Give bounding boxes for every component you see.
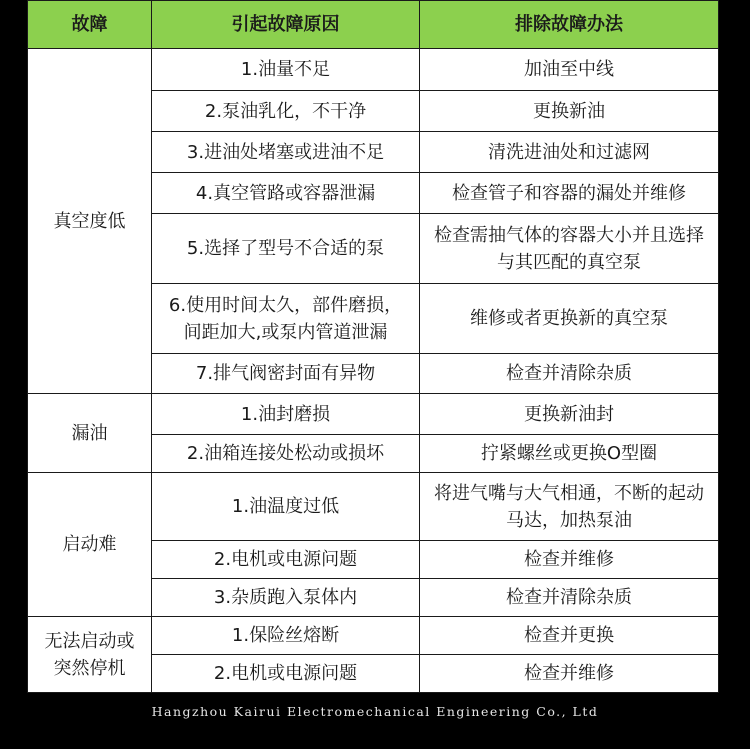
cause-cell: 5.选择了型号不合适的泵 — [152, 214, 420, 284]
table-row — [28, 49, 719, 91]
header-row — [28, 1, 719, 49]
fix-cell: 拧紧螺丝或更换O型圈 — [420, 435, 719, 473]
cause-cell: 1.油量不足 — [152, 49, 420, 91]
cause-cell: 4.真空管路或容器泄漏 — [152, 173, 420, 214]
header-fix: 排除故障办法 — [420, 1, 719, 49]
cause-cell: 2.泵油乳化，不干净 — [152, 91, 420, 132]
cause-cell: 1.保险丝熔断 — [152, 617, 420, 655]
cause-cell: 7.排气阀密封面有异物 — [152, 354, 420, 394]
table-row — [28, 473, 719, 541]
cause-cell: 2.电机或电源问题 — [152, 655, 420, 693]
fix-cell: 检查并维修 — [420, 541, 719, 579]
cause-cell: 3.进油处堵塞或进油不足 — [152, 132, 420, 173]
fix-cell: 将进气嘴与大气相通，不断的起动马达，加热泵油 — [420, 473, 719, 541]
fix-cell: 更换新油封 — [420, 394, 719, 435]
fix-cell: 检查并更换 — [420, 617, 719, 655]
fault-cell: 真空度低 — [28, 49, 152, 394]
header-fault: 故障 — [28, 1, 152, 49]
cause-cell: 1.油封磨损 — [152, 394, 420, 435]
cause-cell: 2.电机或电源问题 — [152, 541, 420, 579]
cause-cell: 3.杂质跑入泵体内 — [152, 579, 420, 617]
fix-cell: 检查需抽气体的容器大小并且选择与其匹配的真空泵 — [420, 214, 719, 284]
cause-cell: 2.油箱连接处松动或损坏 — [152, 435, 420, 473]
fault-cell: 无法启动或突然停机 — [28, 617, 152, 693]
table-row — [28, 617, 719, 655]
fix-cell: 加油至中线 — [420, 49, 719, 91]
fix-cell: 检查并清除杂质 — [420, 354, 719, 394]
header-cause: 引起故障原因 — [152, 1, 420, 49]
fix-cell: 检查管子和容器的漏处并维修 — [420, 173, 719, 214]
fault-cell: 启动难 — [28, 473, 152, 617]
table-row — [28, 394, 719, 435]
fix-cell: 检查并维修 — [420, 655, 719, 693]
fix-cell: 维修或者更换新的真空泵 — [420, 284, 719, 354]
cause-cell: 1.油温度过低 — [152, 473, 420, 541]
fault-cell: 漏油 — [28, 394, 152, 473]
fix-cell: 检查并清除杂质 — [420, 579, 719, 617]
fix-cell: 清洗进油处和过滤网 — [420, 132, 719, 173]
fix-cell: 更换新油 — [420, 91, 719, 132]
company-footer: Hangzhou Kairui Electromechanical Engineering Co., Ltd — [151, 704, 599, 719]
cause-cell: 6.使用时间太久，部件磨损，间距加大,或泵内管道泄漏 — [152, 284, 420, 354]
fault-table — [27, 0, 719, 693]
